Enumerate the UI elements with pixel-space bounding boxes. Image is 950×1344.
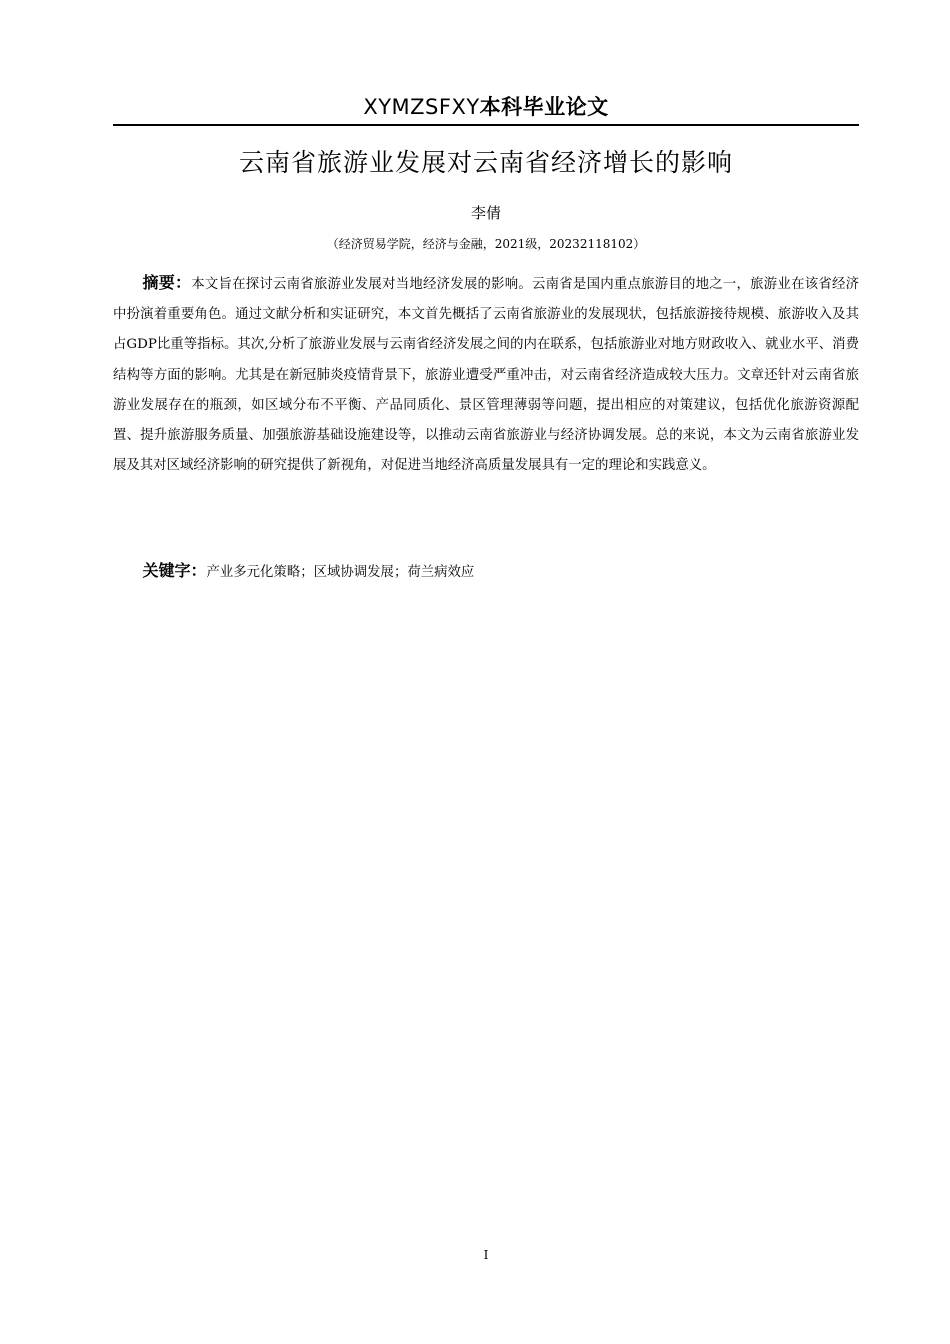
thesis-type: 本科毕业论文	[479, 95, 609, 119]
abstract	[113, 268, 859, 481]
keywords-text: 产业多元化策略；区域协调发展；荷兰病效应	[206, 565, 475, 580]
author-affiliation: （经济贸易学院，经济与金融，2021级，20232118102）	[326, 237, 646, 251]
page-number: I	[483, 1248, 489, 1262]
keywords	[113, 556, 859, 588]
paper-title: 云南省旅游业发展对云南省经济增长的影响	[238, 148, 733, 177]
abstract-label: 摘要：	[142, 273, 192, 292]
header-rule	[113, 124, 859, 126]
author-name: 李倩	[470, 204, 501, 222]
school-code: XYMZSFXY	[363, 95, 480, 119]
running-header	[113, 92, 859, 122]
keywords-label: 关键字：	[142, 561, 207, 580]
abstract-text: 本文旨在探讨云南省旅游业发展对当地经济发展的影响。云南省是国内重点旅游目的地之一，旅游业在该省经济中扮演着重要角色。通过文献分析和实证研究，本文首先概括了云南省旅游业的发展现状，包括旅游接待规模、旅游收入及其占GDP比重等指标。其次,分析了旅游业发展与云南省经济发展之间的内在联系，包括旅游业对地方财政收入、就业水平、消费结构等方面的影响。尤其是在新冠肺炎疫情背景下，旅游业遭受严重冲击，对云南省经济造成较大压力。文章还针对云南省旅游业发展存在的瓶颈，如区域分布不平衡、产品同质化、景区管理薄弱等问题，提出相应的对策建议，包括优化旅游资源配置、提升旅游服务质量、加强旅游基础设施建设等，以推动云南省旅游业与经济协调发展。总的来说，本文为云南省旅游业发展及其对区域经济影响的研究提供了新视角，对促进当地经济高质量发展具有一定的理论和实践意义。	[113, 277, 859, 474]
